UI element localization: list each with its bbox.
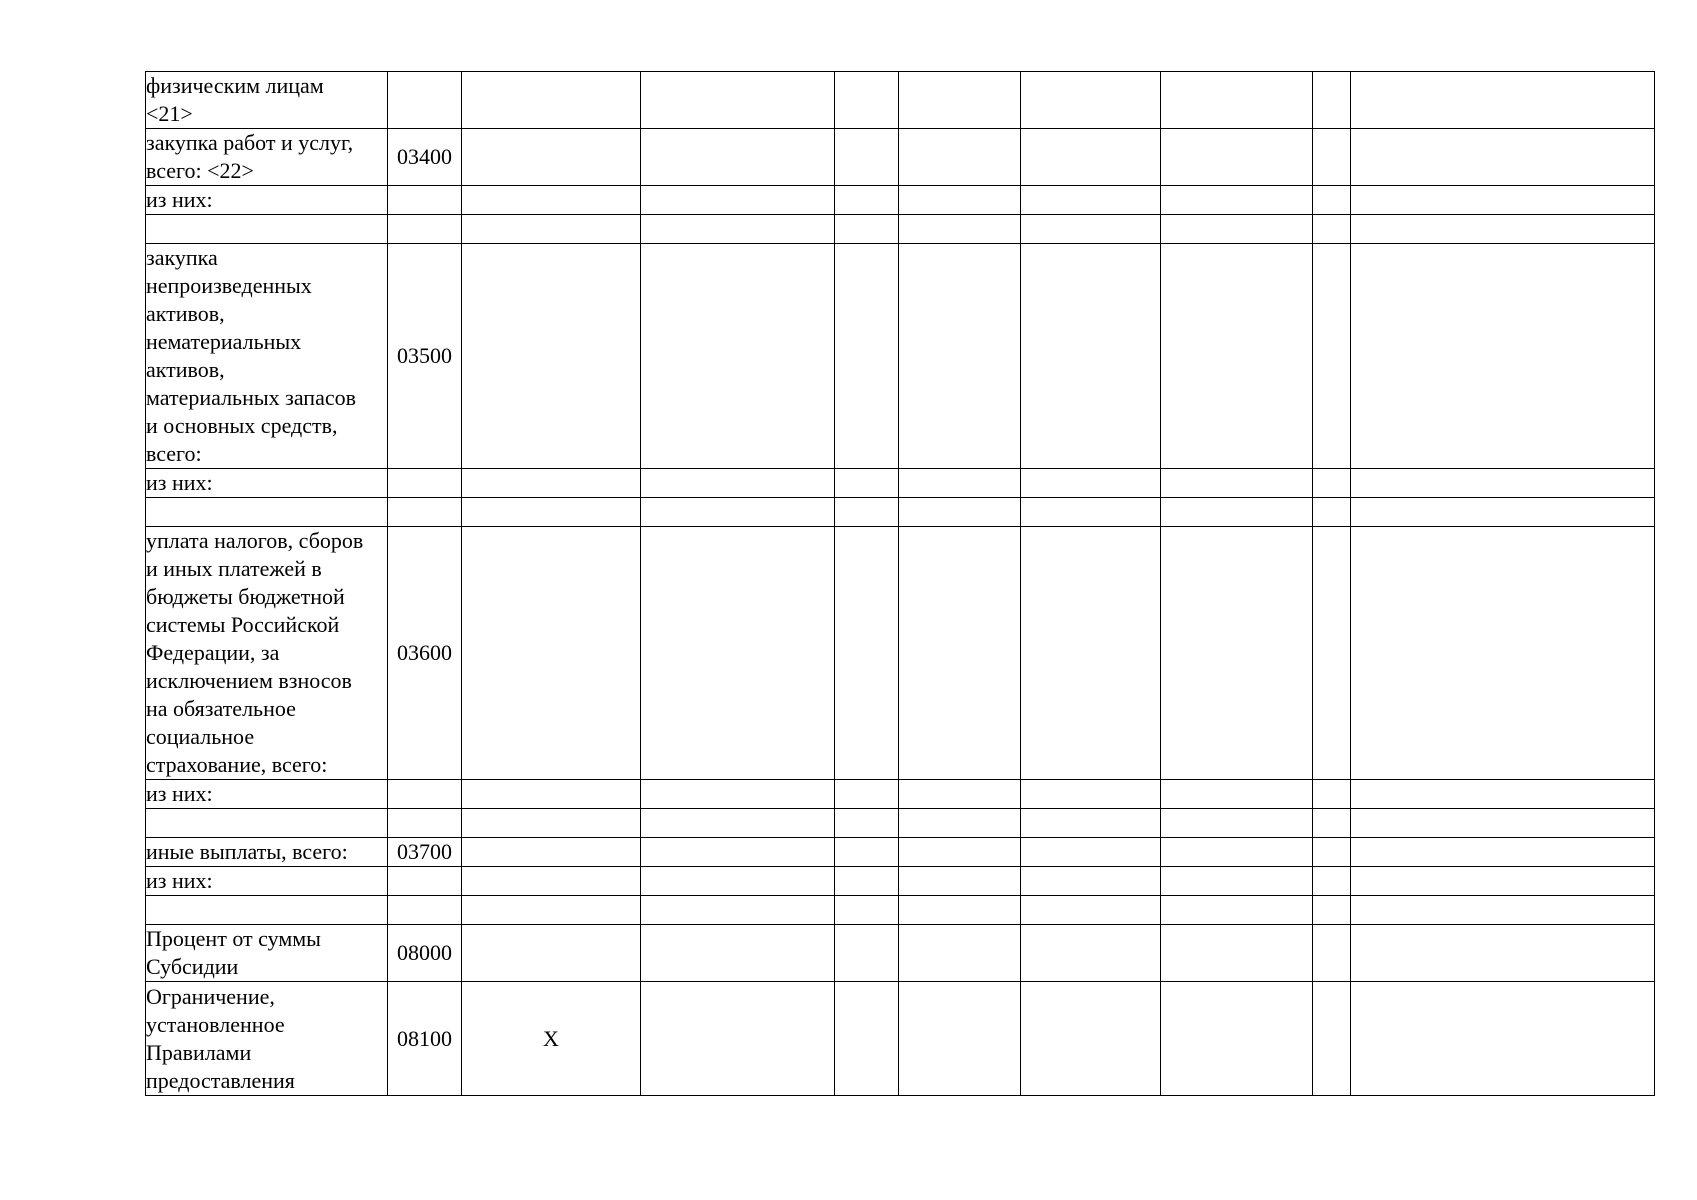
row-name-cell: иные выплаты, всего: bbox=[146, 838, 388, 867]
value-cell bbox=[641, 780, 835, 809]
value-cell bbox=[899, 867, 1021, 896]
value-cell bbox=[1351, 129, 1655, 186]
value-cell bbox=[641, 982, 835, 1096]
value-cell bbox=[462, 469, 641, 498]
row-code-cell bbox=[388, 72, 462, 129]
row-code-cell bbox=[388, 215, 462, 244]
subsidy-expenses-table bbox=[145, 71, 1655, 1096]
value-cell bbox=[641, 527, 835, 780]
value-cell bbox=[835, 129, 899, 186]
value-cell bbox=[1021, 896, 1161, 925]
value-cell bbox=[1021, 469, 1161, 498]
table-row bbox=[146, 129, 1655, 186]
value-cell bbox=[835, 896, 899, 925]
value-cell bbox=[835, 838, 899, 867]
table-row bbox=[146, 925, 1655, 982]
value-cell bbox=[462, 838, 641, 867]
row-code-cell: 08100 bbox=[388, 982, 462, 1096]
row-code-cell: 03400 bbox=[388, 129, 462, 186]
value-cell bbox=[1161, 215, 1313, 244]
row-name-cell: закупка работ и услуг, всего: <22> bbox=[146, 129, 388, 186]
value-cell bbox=[641, 838, 835, 867]
value-cell bbox=[1021, 809, 1161, 838]
value-cell bbox=[1351, 186, 1655, 215]
value-cell bbox=[1021, 186, 1161, 215]
value-cell bbox=[899, 527, 1021, 780]
table-row bbox=[146, 215, 1655, 244]
value-cell bbox=[899, 498, 1021, 527]
value-cell bbox=[1313, 780, 1351, 809]
table-row bbox=[146, 896, 1655, 925]
row-code-cell: 03700 bbox=[388, 838, 462, 867]
value-cell bbox=[641, 129, 835, 186]
table-row bbox=[146, 780, 1655, 809]
value-cell bbox=[1351, 867, 1655, 896]
value-cell bbox=[835, 469, 899, 498]
value-cell bbox=[1021, 527, 1161, 780]
value-cell bbox=[1161, 925, 1313, 982]
value-cell bbox=[1351, 469, 1655, 498]
value-cell bbox=[899, 896, 1021, 925]
value-cell bbox=[641, 72, 835, 129]
value-cell bbox=[835, 72, 899, 129]
value-cell bbox=[641, 244, 835, 469]
value-cell bbox=[1161, 838, 1313, 867]
value-cell bbox=[1021, 838, 1161, 867]
value-cell bbox=[1351, 838, 1655, 867]
value-cell bbox=[462, 72, 641, 129]
value-cell bbox=[835, 982, 899, 1096]
value-cell bbox=[1313, 867, 1351, 896]
value-cell bbox=[641, 867, 835, 896]
table-row bbox=[146, 72, 1655, 129]
value-cell bbox=[1351, 215, 1655, 244]
value-cell bbox=[1351, 809, 1655, 838]
value-cell bbox=[1313, 469, 1351, 498]
value-cell bbox=[835, 925, 899, 982]
value-cell bbox=[1313, 244, 1351, 469]
value-cell bbox=[1161, 896, 1313, 925]
value-cell bbox=[1313, 982, 1351, 1096]
row-code-cell bbox=[388, 809, 462, 838]
value-cell bbox=[899, 838, 1021, 867]
value-cell bbox=[641, 498, 835, 527]
row-code-cell bbox=[388, 867, 462, 896]
row-name-cell: уплата налогов, сборов и иных платежей в бюджеты бюджетной системы Российской Федерации, за исключением взносов на обязательное социальное страхование, всего: bbox=[146, 527, 388, 780]
value-cell bbox=[899, 129, 1021, 186]
value-cell bbox=[1021, 780, 1161, 809]
value-cell bbox=[1021, 498, 1161, 527]
value-cell bbox=[1161, 186, 1313, 215]
value-cell bbox=[1161, 498, 1313, 527]
value-cell bbox=[462, 896, 641, 925]
value-cell bbox=[1021, 215, 1161, 244]
value-cell bbox=[1161, 527, 1313, 780]
value-cell: X bbox=[462, 982, 641, 1096]
value-cell bbox=[1351, 244, 1655, 469]
value-cell bbox=[1313, 527, 1351, 780]
value-cell bbox=[1021, 925, 1161, 982]
value-cell bbox=[462, 780, 641, 809]
value-cell bbox=[1313, 129, 1351, 186]
value-cell bbox=[462, 867, 641, 896]
value-cell bbox=[1161, 129, 1313, 186]
value-cell bbox=[835, 780, 899, 809]
row-name-cell: физическим лицам <21> bbox=[146, 72, 388, 129]
row-name-cell bbox=[146, 498, 388, 527]
row-code-cell bbox=[388, 498, 462, 527]
row-name-cell: из них: bbox=[146, 867, 388, 896]
value-cell bbox=[641, 896, 835, 925]
value-cell bbox=[641, 215, 835, 244]
value-cell bbox=[835, 809, 899, 838]
value-cell bbox=[1351, 72, 1655, 129]
row-name-cell: из них: bbox=[146, 186, 388, 215]
value-cell bbox=[899, 809, 1021, 838]
value-cell bbox=[1161, 867, 1313, 896]
row-name-cell: закупка непроизведенных активов, нематериальных активов, материальных запасов и основных средств, всего: bbox=[146, 244, 388, 469]
value-cell bbox=[899, 469, 1021, 498]
value-cell bbox=[1313, 186, 1351, 215]
value-cell bbox=[641, 469, 835, 498]
value-cell bbox=[462, 129, 641, 186]
value-cell bbox=[1313, 809, 1351, 838]
value-cell bbox=[1313, 896, 1351, 925]
row-code-cell: 03500 bbox=[388, 244, 462, 469]
table-row bbox=[146, 244, 1655, 469]
value-cell bbox=[1161, 982, 1313, 1096]
value-cell bbox=[641, 186, 835, 215]
value-cell bbox=[1021, 72, 1161, 129]
value-cell bbox=[835, 498, 899, 527]
value-cell bbox=[1351, 982, 1655, 1096]
value-cell bbox=[835, 215, 899, 244]
value-cell bbox=[1313, 925, 1351, 982]
table-row bbox=[146, 186, 1655, 215]
table-row bbox=[146, 469, 1655, 498]
value-cell bbox=[462, 244, 641, 469]
value-cell bbox=[1313, 498, 1351, 527]
value-cell bbox=[1351, 498, 1655, 527]
row-code-cell bbox=[388, 186, 462, 215]
value-cell bbox=[462, 809, 641, 838]
table-row bbox=[146, 498, 1655, 527]
table-row bbox=[146, 838, 1655, 867]
value-cell bbox=[1351, 527, 1655, 780]
row-code-cell: 08000 bbox=[388, 925, 462, 982]
value-cell bbox=[1161, 72, 1313, 129]
value-cell bbox=[899, 186, 1021, 215]
row-code-cell bbox=[388, 780, 462, 809]
value-cell bbox=[462, 186, 641, 215]
value-cell bbox=[899, 780, 1021, 809]
value-cell bbox=[1351, 896, 1655, 925]
value-cell bbox=[835, 867, 899, 896]
value-cell bbox=[462, 215, 641, 244]
row-name-cell bbox=[146, 809, 388, 838]
value-cell bbox=[462, 925, 641, 982]
row-code-cell: 03600 bbox=[388, 527, 462, 780]
value-cell bbox=[462, 498, 641, 527]
value-cell bbox=[462, 527, 641, 780]
row-code-cell bbox=[388, 896, 462, 925]
value-cell bbox=[835, 527, 899, 780]
value-cell bbox=[899, 982, 1021, 1096]
table-row bbox=[146, 867, 1655, 896]
row-name-cell bbox=[146, 896, 388, 925]
value-cell bbox=[1351, 925, 1655, 982]
value-cell bbox=[899, 72, 1021, 129]
row-name-cell: Процент от суммы Субсидии bbox=[146, 925, 388, 982]
value-cell bbox=[1161, 809, 1313, 838]
value-cell bbox=[1021, 244, 1161, 469]
value-cell bbox=[1313, 838, 1351, 867]
value-cell bbox=[835, 186, 899, 215]
value-cell bbox=[899, 215, 1021, 244]
value-cell bbox=[1021, 129, 1161, 186]
row-code-cell bbox=[388, 469, 462, 498]
table-row bbox=[146, 982, 1655, 1096]
value-cell bbox=[1161, 780, 1313, 809]
value-cell bbox=[1161, 244, 1313, 469]
table-row bbox=[146, 809, 1655, 838]
value-cell bbox=[641, 809, 835, 838]
row-name-cell: из них: bbox=[146, 780, 388, 809]
value-cell bbox=[1313, 72, 1351, 129]
value-cell bbox=[899, 244, 1021, 469]
value-cell bbox=[1021, 982, 1161, 1096]
value-cell bbox=[835, 244, 899, 469]
value-cell bbox=[1161, 469, 1313, 498]
value-cell bbox=[1313, 215, 1351, 244]
value-cell bbox=[1351, 780, 1655, 809]
row-name-cell: Ограничение, установленное Правилами предоставления bbox=[146, 982, 388, 1096]
row-name-cell: из них: bbox=[146, 469, 388, 498]
row-name-cell bbox=[146, 215, 388, 244]
table-row bbox=[146, 527, 1655, 780]
value-cell bbox=[899, 925, 1021, 982]
value-cell bbox=[641, 925, 835, 982]
value-cell bbox=[1021, 867, 1161, 896]
